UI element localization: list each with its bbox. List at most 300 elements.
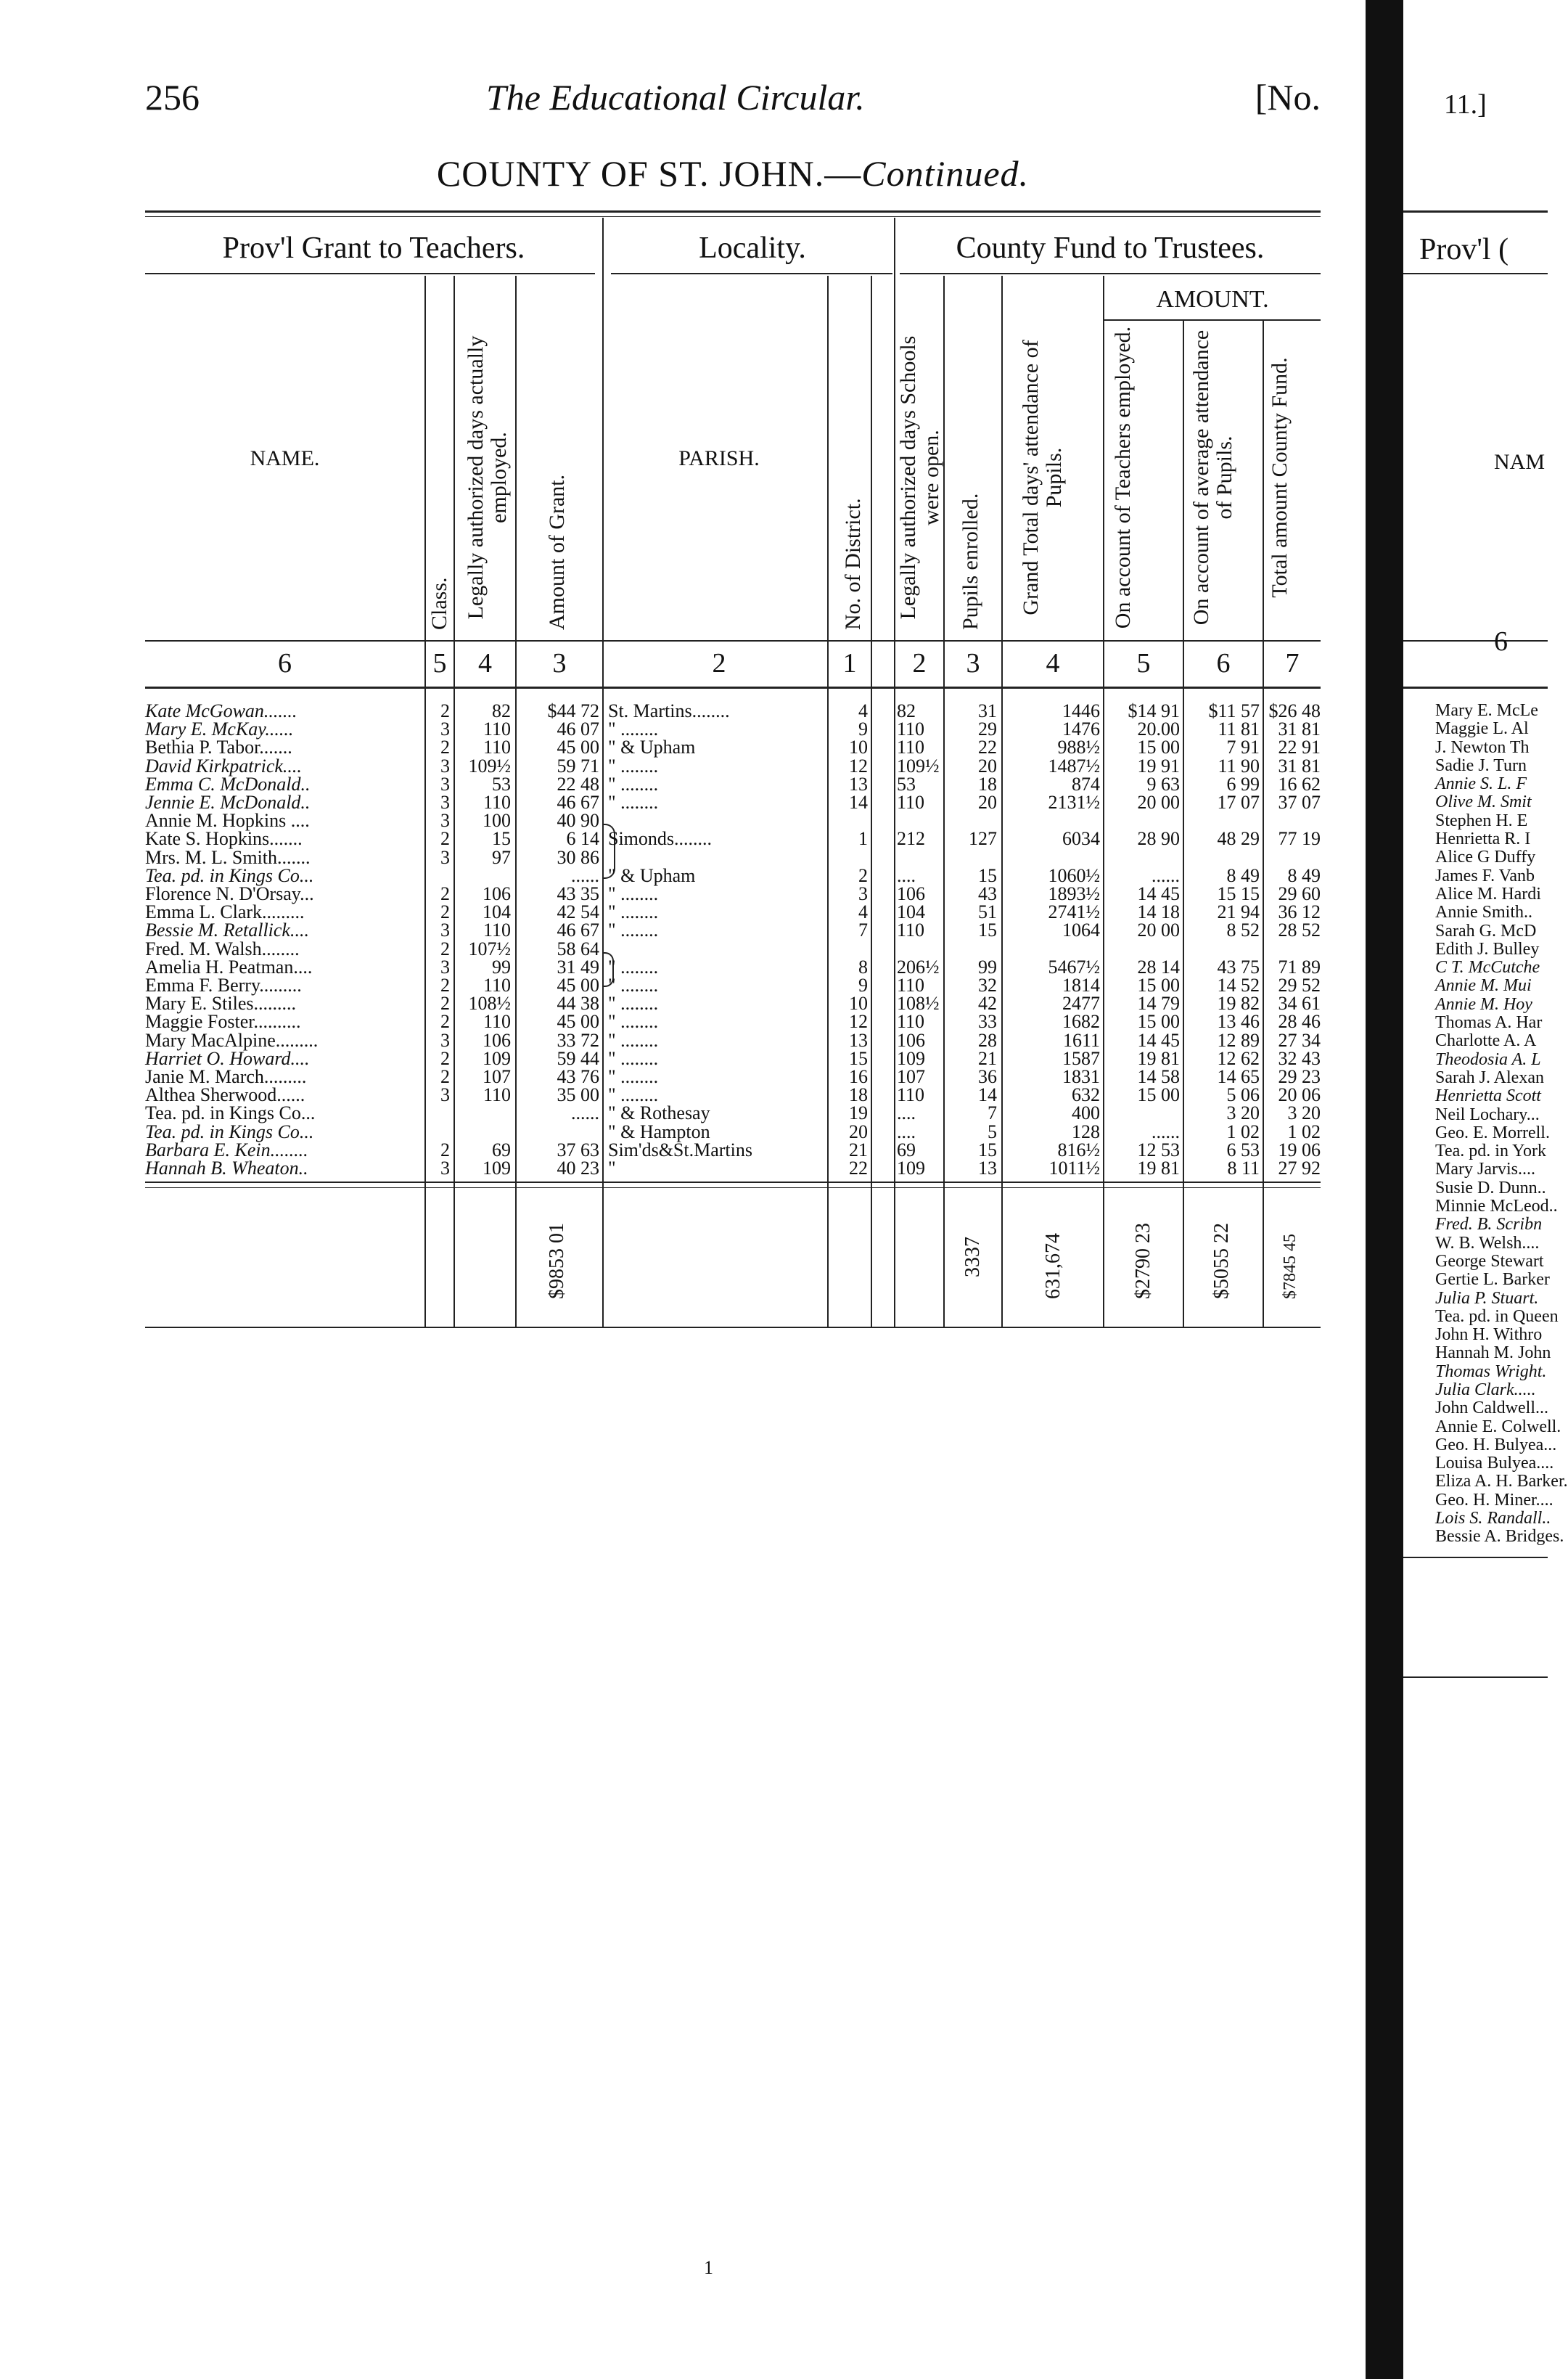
cell-parish: " ........	[608, 1084, 659, 1106]
cell-attendance: 1011½	[1048, 1158, 1100, 1179]
adjacent-name: Annie Smith..	[1435, 903, 1533, 922]
cell-avg: 14 65	[1217, 1066, 1260, 1087]
cell-total: 31 81	[1278, 718, 1321, 740]
col-header-name: NAME.	[250, 446, 320, 470]
adjacent-name: Henrietta R. I	[1435, 830, 1531, 849]
cell-teachers: 15 00	[1137, 737, 1180, 758]
top-rule-thin	[145, 216, 1321, 217]
table-row	[145, 958, 1321, 976]
cell-pupils: 32	[978, 975, 997, 996]
cell-grant: 42 54	[557, 901, 599, 923]
cell-parish: St. Martins........	[608, 700, 730, 721]
adjacent-name: Louisa Bulyea....	[1435, 1454, 1554, 1473]
adjacent-name: Olive M. Smit	[1435, 793, 1532, 812]
cell-grant: 59 71	[557, 755, 599, 777]
cell-district: 15	[849, 1047, 868, 1069]
cell-name: Tea. pd. in Kings Co...	[145, 864, 314, 886]
cell-district: 12	[849, 755, 868, 777]
table-row	[145, 1031, 1321, 1049]
col-number-grant: 3	[552, 648, 567, 679]
adjacent-name: Edith J. Bulley	[1435, 939, 1540, 959]
cell-attendance: 988½	[1057, 737, 1100, 758]
cell-grant: 45 00	[557, 975, 599, 996]
table-row	[145, 793, 1321, 811]
cell-parish: " ........	[608, 1011, 659, 1033]
cell-total: 19 06	[1278, 1139, 1321, 1160]
cell-pupils: 22	[978, 737, 997, 758]
cell-teachers: 15 00	[1137, 975, 1180, 996]
cell-grant: 33 72	[557, 1029, 599, 1051]
cell-class: 2	[440, 1011, 450, 1033]
adjacent-group-header: Prov'l (	[1419, 233, 1509, 266]
cell-parish: " & Hampton	[608, 1121, 710, 1142]
cell-attendance: 5467½	[1048, 956, 1100, 978]
cell-grant: 40 23	[557, 1158, 599, 1179]
total-avg: $5055 22	[1210, 1223, 1233, 1299]
cell-name: Emma F. Berry.........	[145, 975, 302, 996]
cell-avg: 12 89	[1217, 1029, 1260, 1051]
cell-parish: " & Rothesay	[608, 1102, 710, 1124]
cell-total: 32 43	[1278, 1047, 1321, 1069]
table-row	[145, 1068, 1321, 1086]
adjacent-name: John H. Withro	[1435, 1325, 1543, 1345]
cell-total: 28 52	[1278, 920, 1321, 941]
group-rule-grant	[145, 273, 595, 274]
col-number-attend: 4	[1046, 648, 1060, 679]
cell-avg: 19 82	[1217, 993, 1260, 1015]
cell-grant: 40 90	[557, 810, 599, 832]
cell-attendance: 874	[1072, 773, 1100, 795]
cell-pupils: 15	[978, 1139, 997, 1160]
adjacent-name: Sarah J. Alexan	[1435, 1068, 1544, 1087]
cell-name: Althea Sherwood......	[145, 1084, 305, 1106]
cell-district: 10	[849, 993, 868, 1015]
cell-pupils: 31	[978, 700, 997, 721]
cell-name: Tea. pd. in Kings Co...	[145, 1102, 316, 1124]
cell-grant: 35 00	[557, 1084, 599, 1106]
cell-name: Annie M. Hopkins ....	[145, 810, 310, 832]
cell-avg: 3 20	[1226, 1102, 1260, 1124]
cell-attendance: 1814	[1062, 975, 1100, 996]
cell-days: 97	[492, 846, 511, 868]
cell-pupils: 15	[978, 920, 997, 941]
cell-total: 71 89	[1278, 956, 1321, 978]
page-number: 256	[145, 77, 200, 118]
cell-days-open: 107	[897, 1066, 925, 1087]
cell-grant: 45 00	[557, 737, 599, 758]
table-row	[145, 885, 1321, 903]
cell-total: 36 12	[1278, 901, 1321, 923]
table-row	[145, 757, 1321, 775]
cell-name: Barbara E. Kein........	[145, 1139, 308, 1160]
cell-days: 109	[483, 1158, 511, 1179]
cell-days-open: 53	[897, 773, 916, 795]
total-grant: $9853 01	[546, 1223, 568, 1299]
cell-attendance: 1487½	[1048, 755, 1100, 777]
table-row	[145, 1086, 1321, 1104]
cell-avg: 8 11	[1227, 1158, 1260, 1179]
cell-parish: " ........	[608, 773, 659, 795]
cell-days-open: 110	[897, 718, 925, 740]
cell-class: 3	[440, 755, 450, 777]
cell-name: Florence N. D'Orsay...	[145, 883, 314, 904]
group-rule-county	[900, 273, 1321, 274]
cell-district: 13	[849, 773, 868, 795]
cell-attendance: 2741½	[1048, 901, 1100, 923]
cell-days-open: 82	[897, 700, 916, 721]
cell-days-open: 206½	[897, 956, 940, 978]
cell-name: Emma C. McDonald..	[145, 773, 311, 795]
cell-days: 106	[483, 1029, 511, 1051]
cell-parish: " ........	[608, 883, 659, 904]
cell-teachers: 14 79	[1137, 993, 1180, 1015]
cell-total: 34 61	[1278, 993, 1321, 1015]
cell-attendance: 1060½	[1048, 864, 1100, 886]
cell-teachers: 14 45	[1137, 1029, 1180, 1051]
cell-pupils: 99	[978, 956, 997, 978]
cell-class: 3	[440, 920, 450, 941]
cell-name: Bethia P. Tabor.......	[145, 737, 292, 758]
cell-days: 110	[483, 718, 511, 740]
cell-name: Tea. pd. in Kings Co...	[145, 1121, 314, 1142]
adjacent-name: Gertie L. Barker	[1435, 1270, 1550, 1290]
adjacent-top-rule	[1403, 210, 1548, 213]
col-header-days-open: Legally authorized days Schools were open.	[896, 335, 943, 620]
col-number-total: 7	[1285, 648, 1300, 679]
adjacent-name-header: NAM	[1494, 450, 1546, 474]
adjacent-name: Henrietta Scott	[1435, 1086, 1541, 1106]
cell-pupils: 18	[978, 773, 997, 795]
adjacent-name: John Caldwell...	[1435, 1399, 1548, 1418]
numbers-bottom-rule	[145, 687, 1321, 689]
col-number-name: 6	[278, 648, 292, 679]
col-number-avg: 6	[1216, 648, 1231, 679]
cell-avg: 8 52	[1226, 920, 1260, 941]
cell-name: Harriet O. Howard....	[145, 1047, 310, 1069]
cell-grant: 43 35	[557, 883, 599, 904]
cell-parish: " ........	[608, 1047, 659, 1069]
cell-days-open: 109	[897, 1047, 925, 1069]
cell-total: 22 91	[1278, 737, 1321, 758]
cell-grant: $44 72	[547, 700, 599, 721]
cell-district: 9	[858, 718, 868, 740]
cell-parish: " & Upham	[608, 737, 696, 758]
adjacent-name: Julia Clark.....	[1435, 1380, 1536, 1399]
cell-district: 12	[849, 1011, 868, 1033]
cell-teachers: 14 45	[1137, 883, 1180, 904]
cell-class: 2	[440, 975, 450, 996]
cell-class: 3	[440, 1158, 450, 1179]
adjacent-bottom-rule	[1403, 1557, 1548, 1558]
adjacent-name-list	[1435, 702, 1568, 1547]
cell-grant: 46 67	[557, 792, 599, 813]
cell-days: 109	[483, 1047, 511, 1069]
col-header-total-fund: Total amount County Fund.	[1268, 357, 1292, 598]
cell-days: 110	[483, 792, 511, 813]
adjacent-name: Julia P. Stuart.	[1435, 1288, 1539, 1308]
cell-district: 4	[858, 700, 868, 721]
col-header-district: No. of District.	[841, 498, 865, 630]
cell-district: 16	[849, 1066, 868, 1087]
total-fund: $7845 45	[1281, 1234, 1300, 1299]
cell-class: 2	[440, 700, 450, 721]
cell-name: David Kirkpatrick....	[145, 755, 302, 777]
table-row	[145, 775, 1321, 793]
cell-parish: "	[608, 1158, 616, 1179]
total-attendance: 631,674	[1042, 1233, 1064, 1299]
cell-attendance: 1064	[1062, 920, 1100, 941]
adjacent-name: Susie D. Dunn..	[1435, 1178, 1546, 1197]
cell-pupils: 127	[969, 828, 997, 850]
col-header-on-teachers: On account of Teachers employed.	[1111, 326, 1135, 629]
cell-grant: 43 76	[557, 1066, 599, 1087]
cell-district: 21	[849, 1139, 868, 1160]
cell-days-open: 110	[897, 920, 925, 941]
cell-district: 20	[849, 1121, 868, 1142]
cell-grant: 45 00	[557, 1011, 599, 1033]
cell-class: 2	[440, 828, 450, 850]
cell-grant: 58 64	[557, 938, 599, 959]
cell-class: 3	[440, 846, 450, 868]
cell-total: 3 20	[1287, 1102, 1321, 1124]
cell-days: 107½	[468, 938, 511, 959]
cell-grant: 44 38	[557, 993, 599, 1015]
adjacent-name: Annie E. Colwell.	[1435, 1417, 1561, 1436]
adjacent-name: Geo. H. Miner....	[1435, 1490, 1553, 1510]
cell-name: Mary E. Stiles.........	[145, 993, 296, 1015]
cell-parish: Simonds........	[608, 828, 713, 850]
cell-attendance: 2131½	[1048, 792, 1100, 813]
cell-days: 110	[483, 975, 511, 996]
cell-days: 15	[492, 828, 511, 850]
cell-class: 3	[440, 1084, 450, 1106]
cell-name: Hannah B. Wheaton..	[145, 1158, 308, 1179]
cell-parish: " ........	[608, 920, 659, 941]
cell-attendance: 2477	[1062, 993, 1100, 1015]
county-title	[145, 152, 1321, 195]
cell-days-open: 104	[897, 901, 925, 923]
cell-avg: 5 06	[1226, 1084, 1260, 1106]
cell-grant: 30 86	[557, 846, 599, 868]
cell-total: 31 81	[1278, 755, 1321, 777]
cell-district: 1	[858, 828, 868, 850]
group-rule-locality	[611, 273, 892, 274]
cell-parish: " ........	[608, 1029, 659, 1051]
journal-title: The Educational Circular.	[486, 77, 865, 118]
cell-pupils: 15	[978, 864, 997, 886]
cell-district: 10	[849, 737, 868, 758]
cell-days-open: ....	[897, 864, 916, 886]
cell-name: Mary MacAlpine.........	[145, 1029, 319, 1051]
cell-parish: " ........	[608, 718, 659, 740]
cell-pupils: 20	[978, 792, 997, 813]
adjacent-name: Charlotte A. A	[1435, 1031, 1537, 1051]
adjacent-name: Sadie J. Turn	[1435, 756, 1527, 775]
cell-total: 20 06	[1278, 1084, 1321, 1106]
cell-days-open: 110	[897, 737, 925, 758]
cell-class: 3	[440, 792, 450, 813]
cell-district: 9	[858, 975, 868, 996]
col-number-parish: 2	[712, 648, 726, 679]
cell-avg: 8 49	[1226, 864, 1260, 886]
cell-avg: 11 81	[1218, 718, 1260, 740]
cell-name: Mrs. M. L. Smith.......	[145, 846, 311, 868]
adjacent-end-rule	[1403, 1676, 1548, 1678]
cell-days: 106	[483, 883, 511, 904]
cell-attendance: 1893½	[1048, 883, 1100, 904]
cell-district: 14	[849, 792, 868, 813]
cell-grant: 37 63	[557, 1139, 599, 1160]
cell-total: 37 07	[1278, 792, 1321, 813]
adjacent-page	[1403, 0, 1568, 2379]
table-row	[145, 738, 1321, 756]
cell-attendance: 1476	[1062, 718, 1100, 740]
cell-teachers: 9 63	[1146, 773, 1180, 795]
cell-district: 2	[858, 864, 868, 886]
cell-attendance: 1831	[1062, 1066, 1100, 1087]
adjacent-name: Mary Jarvis....	[1435, 1160, 1535, 1179]
cell-avg: 6 53	[1226, 1139, 1260, 1160]
cell-attendance: 1682	[1062, 1011, 1100, 1033]
adjacent-name: Bessie A. Bridges.	[1435, 1527, 1564, 1547]
cell-district: 22	[849, 1158, 868, 1179]
cell-avg: 13 46	[1217, 1011, 1260, 1033]
cell-days: 69	[492, 1139, 511, 1160]
cell-district: 7	[858, 920, 868, 941]
cell-days: 110	[483, 1011, 511, 1033]
col-header-amount-grant: Amount of Grant.	[545, 474, 569, 630]
gutter-shadow	[1366, 0, 1403, 2379]
cell-avg: 21 94	[1217, 901, 1260, 923]
cell-teachers: 15 00	[1137, 1084, 1180, 1106]
cell-parish: " ........	[608, 792, 659, 813]
table-row	[145, 976, 1321, 994]
cell-attendance: 128	[1072, 1121, 1100, 1142]
cell-parish: " ........	[608, 1066, 659, 1087]
table-row	[145, 903, 1321, 921]
cell-avg: 7 91	[1226, 737, 1260, 758]
table-row	[145, 1012, 1321, 1031]
cell-days-open: 69	[897, 1139, 916, 1160]
adjacent-name: Tea. pd. in York	[1435, 1142, 1546, 1161]
table-row	[145, 720, 1321, 738]
col-header-class: Class.	[427, 577, 451, 630]
table-row	[145, 830, 1321, 848]
cell-days: 100	[483, 810, 511, 832]
col-number-days: 4	[478, 648, 492, 679]
cell-days: 107	[483, 1066, 511, 1087]
top-rule	[145, 210, 1321, 213]
cell-teachers: 28 90	[1137, 828, 1180, 850]
cell-grant: 6 14	[566, 828, 599, 850]
col-header-pupils: Pupils enrolled.	[959, 493, 982, 630]
cell-days: 108½	[468, 993, 511, 1015]
cell-attendance: 816½	[1057, 1139, 1100, 1160]
cell-grant: 31 49	[557, 956, 599, 978]
cell-name: Kate S. Hopkins.......	[145, 828, 303, 850]
cell-days-open: 106	[897, 883, 925, 904]
cell-grant: 46 67	[557, 920, 599, 941]
table-row	[145, 940, 1321, 958]
cell-district: 19	[849, 1102, 868, 1124]
cell-days-open: 212	[897, 828, 925, 850]
cell-days-open: 109½	[897, 755, 940, 777]
adjacent-name: Stephen H. E	[1435, 811, 1528, 830]
cell-name: Janie M. March.........	[145, 1066, 307, 1087]
cell-days-open: 110	[897, 975, 925, 996]
cell-avg: $11 57	[1208, 700, 1260, 721]
col-number-pupils: 3	[966, 648, 980, 679]
adjacent-name: C T. McCutche	[1435, 958, 1540, 978]
cell-avg: 43 75	[1217, 956, 1260, 978]
cell-pupils: 7	[988, 1102, 997, 1124]
cell-teachers: 20.00	[1137, 718, 1180, 740]
cell-teachers: $14 91	[1128, 700, 1180, 721]
cell-total: 27 34	[1278, 1029, 1321, 1051]
cell-district: 13	[849, 1029, 868, 1051]
cell-teachers: 12 53	[1137, 1139, 1180, 1160]
header-bottom-rule	[145, 640, 1321, 642]
cell-grant: 46 07	[557, 718, 599, 740]
cell-total: 16 62	[1278, 773, 1321, 795]
cell-pupils: 33	[978, 1011, 997, 1033]
adjacent-name: Hannah M. John	[1435, 1343, 1551, 1363]
cell-class: 2	[440, 883, 450, 904]
table-row	[145, 1123, 1321, 1141]
cell-class: 2	[440, 993, 450, 1015]
cell-avg: 6 99	[1226, 773, 1260, 795]
cell-avg: 48 29	[1217, 828, 1260, 850]
cell-teachers: 14 58	[1137, 1066, 1180, 1087]
cell-teachers: ......	[1152, 864, 1180, 886]
cell-teachers: 19 81	[1137, 1158, 1180, 1179]
cell-teachers: 28 14	[1137, 956, 1180, 978]
cell-days-open: 108½	[897, 993, 940, 1015]
cell-pupils: 36	[978, 1066, 997, 1087]
cell-days-open: ....	[897, 1102, 916, 1124]
cell-district: 8	[858, 956, 868, 978]
cell-name: Emma L. Clark.........	[145, 901, 305, 923]
table-row	[145, 1159, 1321, 1177]
cell-attendance: 6034	[1062, 828, 1100, 850]
adjacent-name: Annie S. L. F	[1435, 774, 1527, 794]
cell-parish: " ........	[608, 956, 659, 978]
cell-class: 3	[440, 773, 450, 795]
adjacent-name: James F. Vanb	[1435, 866, 1535, 885]
cell-district: 4	[858, 901, 868, 923]
cell-pupils: 20	[978, 755, 997, 777]
adjacent-issue: 11.]	[1444, 89, 1487, 120]
cell-teachers: 20 00	[1137, 920, 1180, 941]
county-title-main: COUNTY OF ST. JOHN.—	[436, 153, 862, 194]
adjacent-name: Tea. pd. in Queen	[1435, 1306, 1559, 1326]
cell-class: 3	[440, 1029, 450, 1051]
adjacent-numbers-rule	[1403, 687, 1548, 689]
cell-total: 1 02	[1287, 1121, 1321, 1142]
cell-name: Jennie E. McDonald..	[145, 792, 311, 813]
cell-teachers: 19 91	[1137, 755, 1180, 777]
cell-total: 29 23	[1278, 1066, 1321, 1087]
table-row	[145, 921, 1321, 939]
col-header-on-attendance: On account of average attendance of Pupils.	[1189, 329, 1236, 626]
cell-pupils: 43	[978, 883, 997, 904]
cell-days-open: 109	[897, 1158, 925, 1179]
group-header-locality: Locality.	[699, 232, 806, 265]
adjacent-name: Fred. B. Scribn	[1435, 1215, 1543, 1234]
adjacent-header-rule	[1403, 640, 1548, 642]
cell-parish: " ........	[608, 975, 659, 996]
cell-pupils: 28	[978, 1029, 997, 1051]
